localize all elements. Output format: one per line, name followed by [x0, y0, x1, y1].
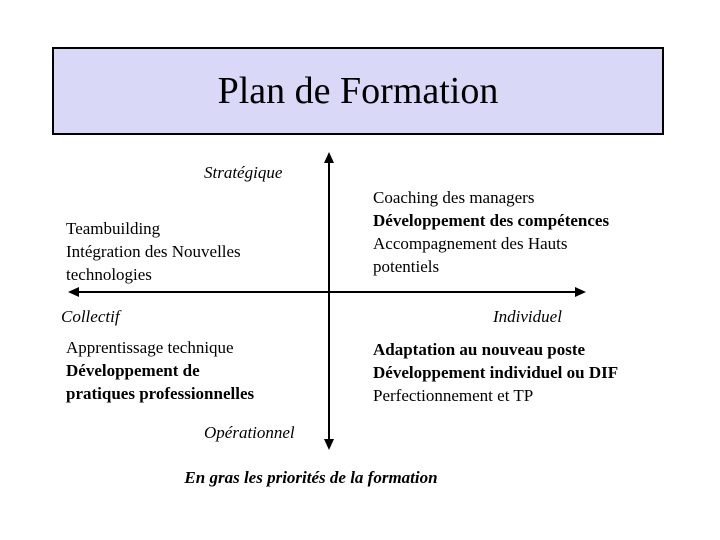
- arrow-up-icon: [324, 152, 334, 163]
- quadrant-item: pratiques professionnelles: [66, 384, 255, 403]
- page-title: Plan de Formation: [217, 70, 499, 112]
- quadrant-item: potentiels: [373, 257, 440, 276]
- arrow-down-icon: [324, 439, 334, 450]
- arrow-left-icon: [68, 287, 79, 297]
- quadrant-item: Développement individuel ou DIF: [373, 363, 619, 382]
- footer-note: [0, 468, 720, 488]
- axis-label-individuel: Individuel: [493, 307, 562, 326]
- quadrant-item: Perfectionnement et TP: [373, 386, 534, 405]
- axis-label-collectif: Collectif: [61, 307, 120, 326]
- quadrant-item: technologies: [66, 265, 152, 284]
- quadrant-item: Accompagnement des Hauts: [373, 234, 568, 253]
- quadrant-bottom-left: [66, 336, 254, 405]
- quadrant-item: Apprentissage technique: [66, 338, 234, 357]
- quadrant-item: Teambuilding: [66, 219, 161, 238]
- quadrant-item: Développement de: [66, 361, 200, 380]
- quadrant-item: Développement des compétences: [373, 211, 610, 230]
- axis-label-strategique: Stratégique: [204, 163, 283, 182]
- quadrant-item: Adaptation au nouveau poste: [373, 340, 586, 359]
- footer-text: En gras les priorités de la formation: [184, 468, 438, 487]
- quadrant-top-right: [373, 186, 609, 278]
- axis-label-operationnel: Opérationnel: [204, 423, 295, 442]
- quadrant-item: Coaching des managers: [373, 188, 535, 207]
- quadrant-item: Intégration des Nouvelles: [66, 242, 241, 261]
- arrow-right-icon: [575, 287, 586, 297]
- quadrant-top-left: [66, 217, 241, 286]
- quadrant-bottom-right: [373, 338, 618, 407]
